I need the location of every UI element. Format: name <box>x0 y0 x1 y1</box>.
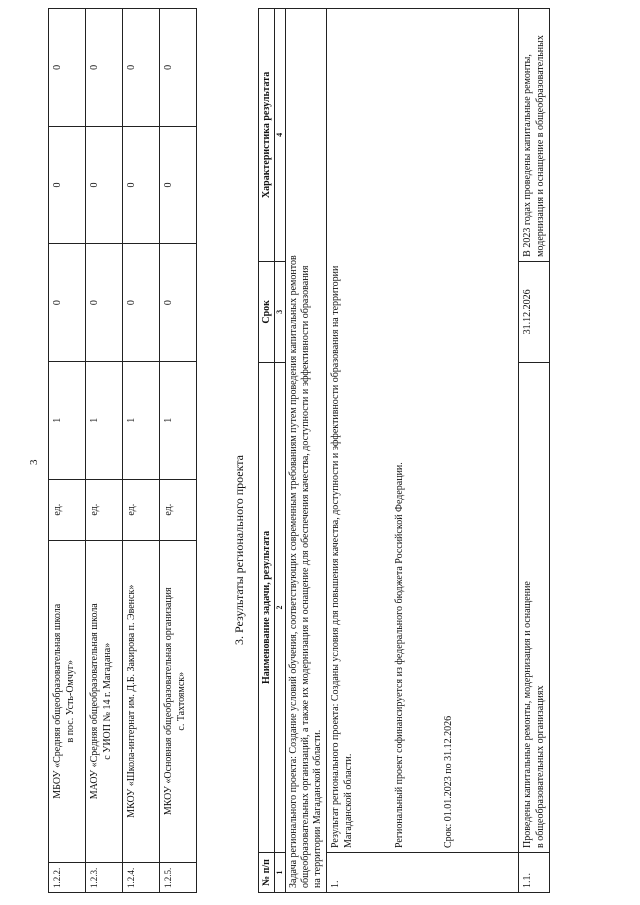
unit-cell: ед. <box>86 479 123 540</box>
value-cell: 0 <box>123 9 160 127</box>
value-cell: 0 <box>160 244 197 362</box>
table-row <box>160 9 197 893</box>
objects-table <box>48 8 197 893</box>
header-name: Наименование задачи, результата <box>259 362 275 852</box>
value-cell: 0 <box>49 126 86 244</box>
task-description: Задача регионального проекта: Создание условий обучения, соответствующих современным требованиям путем проведения капитальных ремонтов общеобразовательных организаций, а также их модернизация и оснащение для обеспечения качества, доступности и эффективности образования на территории Магаданской области. <box>286 9 327 893</box>
value-cell: 1 <box>49 361 86 479</box>
value-cell: 1 <box>160 361 197 479</box>
index-cell: 1 <box>275 853 286 893</box>
index-cell: 3 <box>275 261 286 362</box>
page-number: 3 <box>28 459 40 465</box>
header-characteristic: Характеристика результата <box>259 9 275 262</box>
value-cell: 0 <box>160 126 197 244</box>
header-term: Срок <box>259 261 275 362</box>
row-number: 1.2.2. <box>49 862 86 892</box>
organization-name: МАОУ «Средняя общеобразовательная школа с УИОП № 14 г. Магадана» <box>86 540 123 862</box>
organization-name: МКОУ «Школа-интернат им. Д.Б. Закирова п. Эвенск» <box>123 540 160 862</box>
value-cell: 0 <box>86 126 123 244</box>
unit-cell: ед. <box>160 479 197 540</box>
row-number: 1.2.4. <box>123 862 160 892</box>
table-row <box>123 9 160 893</box>
value-cell: 1 <box>123 361 160 479</box>
row-number: 1.2.3. <box>86 862 123 892</box>
value-cell: 0 <box>123 244 160 362</box>
table-row <box>86 9 123 893</box>
value-cell: 0 <box>123 126 160 244</box>
row-number: 1.2.5. <box>160 862 197 892</box>
value-cell: 0 <box>160 9 197 127</box>
subresult-number: 1.1. <box>519 853 550 893</box>
term-note: Срок: 01.01.2023 по 31.12.2026 <box>443 715 454 848</box>
index-cell: 2 <box>275 362 286 852</box>
organization-name: МКОУ «Основная общеобразовательная организация с. Тахтоямск» <box>160 540 197 862</box>
subresult-date: 31.12.2026 <box>519 261 550 362</box>
subresult-row <box>519 9 550 893</box>
table-row <box>49 9 86 893</box>
unit-cell: ед. <box>123 479 160 540</box>
result-row <box>327 9 519 893</box>
subresult-characteristic: В 2023 годах проведены капитальные ремонты, модернизация и оснащение в общеобразовательных <box>519 9 550 262</box>
task-row <box>286 9 327 893</box>
value-cell: 0 <box>86 244 123 362</box>
index-row <box>275 9 286 893</box>
value-cell: 1 <box>86 361 123 479</box>
value-cell: 0 <box>49 244 86 362</box>
result-description: Результат регионального проекта: Созданы условия для повышения качества, доступности и эффективности образования на территории Магаданской области. Региональный проект софинансируется из федерального бюджета Российской Федерации. Срок: 01.01.2023 по 31.12.2026 <box>327 9 519 853</box>
header-num: № п/п <box>259 853 275 893</box>
organization-name: МБОУ «Средняя общеобразовательная школа в пос. Усть-Омчуг» <box>49 540 86 862</box>
header-row <box>259 9 275 893</box>
results-table <box>258 8 550 893</box>
value-cell: 0 <box>49 9 86 127</box>
subresult-name: Проведены капитальные ремонты, модернизация и оснащение в общеобразовательных организациях <box>519 362 550 852</box>
unit-cell: ед. <box>49 479 86 540</box>
index-cell: 4 <box>275 9 286 262</box>
result-number: 1. <box>327 853 519 893</box>
section-title: 3. Результаты регионального проекта <box>232 455 246 645</box>
value-cell: 0 <box>86 9 123 127</box>
cofinance-note: Региональный проект софинансируется из федерального бюджета Российской Федерации. <box>394 462 405 848</box>
